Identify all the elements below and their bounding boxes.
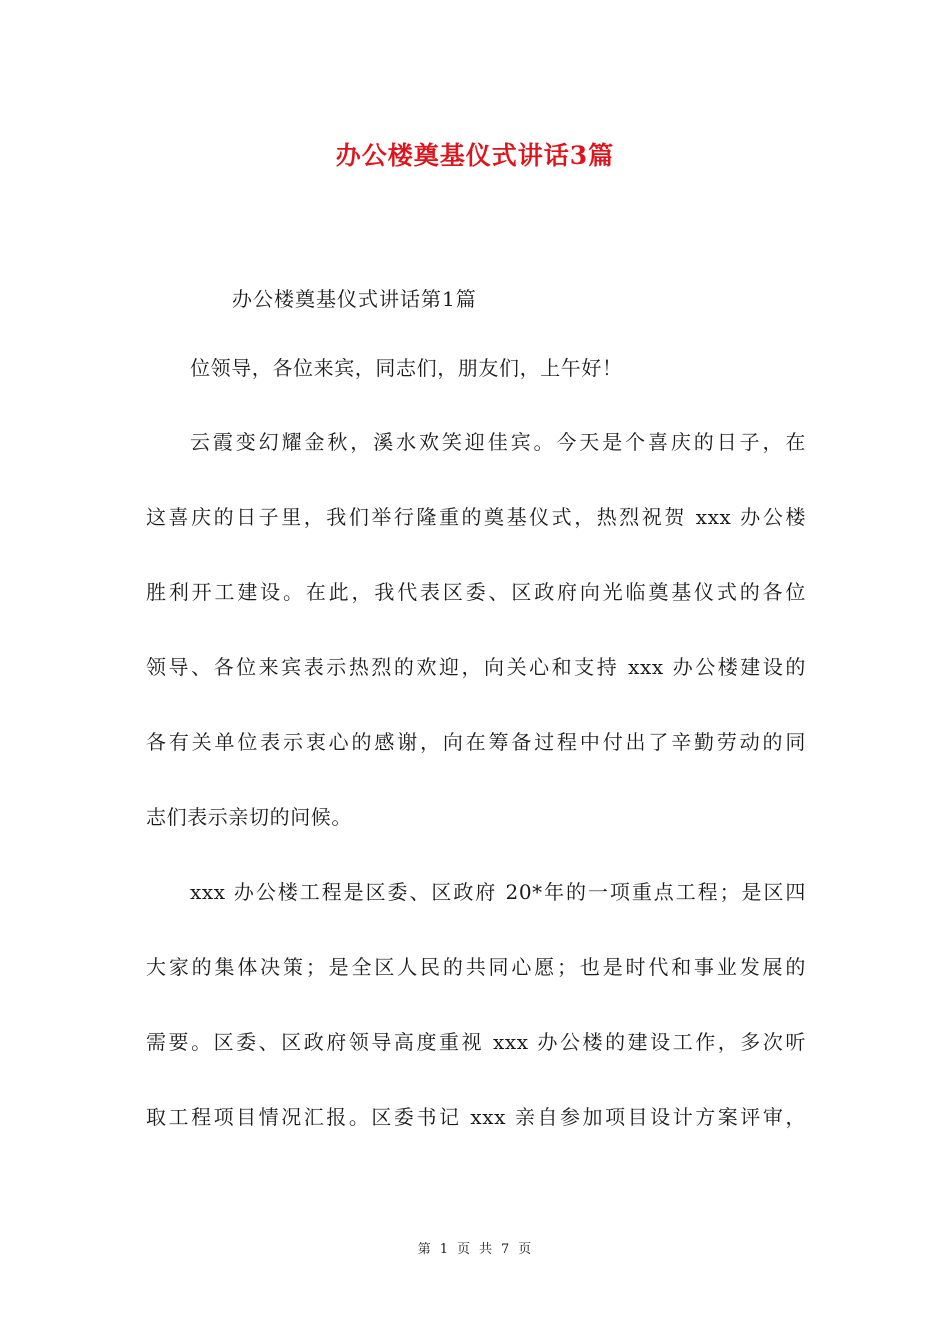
footer-prefix: 第 — [417, 1242, 432, 1257]
paragraph-line: 取工程项目情况汇报。区委书记 xxx 亲自参加项目设计方案评审， — [146, 1105, 806, 1129]
paragraph-2 — [146, 882, 806, 1182]
paragraph-line: 云霞变幻耀金秋，溪水欢笑迎佳宾。今天是个喜庆的日子，在 — [190, 430, 806, 454]
paragraph-line: 胜利开工建设。在此，我代表区委、区政府向光临奠基仪式的各位 — [146, 580, 806, 604]
section-heading: 办公楼奠基仪式讲话第1篇 — [232, 287, 477, 311]
paragraph-1 — [146, 432, 806, 882]
footer-suffix: 页 — [518, 1242, 533, 1257]
footer-current-page: 1 — [439, 1242, 449, 1257]
document-title: 办公楼奠基仪式讲话3篇 — [335, 141, 615, 170]
paragraph-line: 这喜庆的日子里，我们举行隆重的奠基仪式，热烈祝贺 xxx 办公楼 — [146, 505, 806, 529]
page-footer — [0, 1238, 950, 1257]
greeting-paragraph — [146, 358, 806, 433]
paragraph-line: xxx 办公楼工程是区委、区政府 20*年的一项重点工程；是区四 — [190, 880, 806, 904]
footer-total-pages: 7 — [501, 1242, 511, 1257]
paragraph-line: 志们表示亲切的问候。 — [146, 805, 352, 829]
footer-total-word: 共 — [479, 1242, 494, 1257]
paragraph-line: 领导、各位来宾表示热烈的欢迎，向关心和支持 xxx 办公楼建设的 — [146, 655, 806, 679]
paragraph-line: 各有关单位表示衷心的感谢，向在筹备过程中付出了辛勤劳动的同 — [146, 730, 806, 754]
paragraph-line: 大家的集体决策；是全区人民的共同心愿；也是时代和事业发展的 — [146, 955, 806, 979]
greeting-line: 位领导，各位来宾，同志们，朋友们，上午好！ — [190, 356, 623, 380]
paragraph-line: 需要。区委、区政府领导高度重视 xxx 办公楼的建设工作，多次听 — [146, 1030, 806, 1054]
footer-page-word: 页 — [456, 1242, 471, 1257]
